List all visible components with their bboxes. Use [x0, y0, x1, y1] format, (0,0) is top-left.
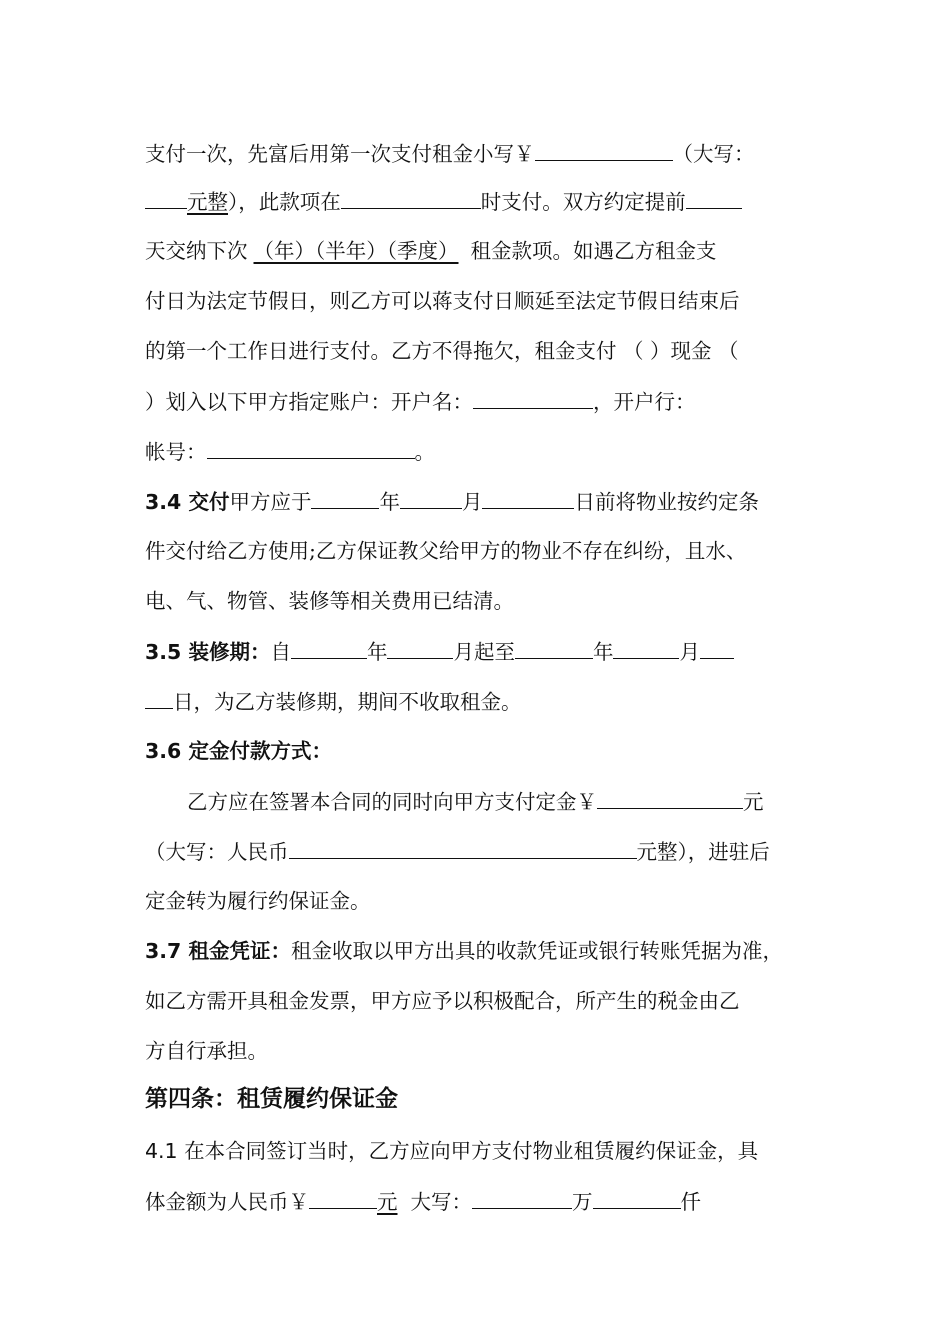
- text: 定金转为履行约保证金。: [145, 889, 371, 913]
- text-underlined: 元: [377, 1190, 398, 1214]
- line-renovation-2: [145, 686, 522, 717]
- text: 自: [270, 640, 291, 664]
- blank-day: [145, 686, 173, 709]
- section-number: 4.1: [145, 1139, 178, 1163]
- text-underlined: 元整: [187, 190, 228, 214]
- text: ），此款项在: [228, 190, 341, 214]
- blank-amount: [309, 1186, 377, 1209]
- blank-time: [341, 186, 481, 209]
- text: ）划入以下甲方指定账户：开户名：: [145, 390, 473, 414]
- text: 。: [414, 440, 435, 464]
- heading-text: 第四条：租赁履约保证金: [145, 1086, 398, 1112]
- text: 月: [461, 490, 483, 514]
- text-underlined-options: （年）（半年）（季度）: [253, 239, 459, 263]
- text: （大写：人民币: [145, 840, 289, 864]
- text: 日前将物业按约定条: [574, 490, 759, 514]
- line-deposit-1: [187, 786, 764, 817]
- text: 日，为乙方装修期，期间不收取租金。: [173, 690, 522, 714]
- section-title: 3.6 定金付款方式：: [145, 739, 332, 763]
- blank-qian: [593, 1186, 681, 1209]
- text: 甲方应于: [229, 490, 312, 514]
- section-3-7: [145, 936, 783, 966]
- text: 大写：: [410, 1190, 473, 1214]
- text: 租金收取以甲方出具的收款凭证或银行转账凭据为准，: [290, 939, 783, 963]
- text: 租金款项。如遇乙方租金支: [470, 239, 717, 263]
- text: 仟: [680, 1190, 702, 1214]
- line-holiday: [145, 286, 740, 316]
- line-payment-time: [145, 186, 742, 217]
- line-guarantee-amount: [145, 1186, 701, 1217]
- text: 在本合同签订当时，乙方应向甲方支付物业租赁履约保证金，具: [184, 1139, 759, 1163]
- section-3-6: [145, 736, 332, 766]
- line-account-number: [145, 436, 435, 467]
- blank-days: [686, 186, 742, 209]
- blank-amount: [535, 138, 673, 161]
- text: 年: [592, 640, 614, 664]
- text: 月: [679, 640, 700, 664]
- line-deposit-2: [145, 836, 770, 867]
- text: 元: [743, 790, 764, 814]
- line-delivery-2: [145, 536, 746, 566]
- blank-year: [311, 486, 379, 509]
- blank-day: [482, 486, 574, 509]
- text: 月起至: [453, 640, 515, 664]
- section-title: 3.7 租金凭证：: [145, 939, 291, 963]
- line-deposit-3: [145, 886, 371, 916]
- blank-year: [515, 636, 593, 659]
- blank: [145, 186, 187, 209]
- blank-month: [400, 486, 462, 509]
- blank-year: [291, 636, 367, 659]
- text: 支付一次，先富后用第一次支付租金小写￥: [145, 142, 535, 166]
- text: 天交纳下次: [145, 239, 248, 263]
- blank-deposit-words: [289, 836, 637, 859]
- text: 如乙方需开具租金发票，甲方应予以积极配合，所产生的税金由乙: [145, 989, 740, 1013]
- section-3-5: [145, 636, 734, 667]
- blank-month: [613, 636, 679, 659]
- text: 帐号：: [145, 440, 207, 464]
- text: 年: [366, 640, 388, 664]
- text: 万: [572, 1190, 593, 1214]
- text: 的第一个工作日进行支付。乙方不得拖欠，租金支付 （ ）现金 （: [145, 339, 739, 363]
- section-title: 3.5 装修期：: [145, 640, 271, 664]
- text: 年: [379, 490, 400, 514]
- line-receipt-2: [145, 986, 740, 1016]
- blank-wan: [472, 1186, 572, 1209]
- text: 电、气、物管、装修等相关费用已结清。: [145, 589, 514, 613]
- line-delivery-3: [145, 586, 514, 616]
- blank-account-name: [473, 386, 593, 409]
- text: 件交付给乙方使用;乙方保证教父给甲方的物业不存在纠纷，且水、: [145, 539, 747, 563]
- section-3-4: [145, 486, 759, 517]
- line-payment-first: [145, 138, 755, 169]
- section-title: 3.4 交付: [145, 490, 230, 514]
- blank-account-number: [207, 436, 415, 459]
- section-4-1: [145, 1136, 758, 1166]
- line-receipt-3: [145, 1036, 268, 1066]
- blank-month: [387, 636, 453, 659]
- text: 付日为法定节假日，则乙方可以蒋支付日顺延至法定节假日结束后: [145, 289, 740, 313]
- text: 体金额为人民币￥: [145, 1190, 309, 1214]
- line-next-payment: [145, 236, 717, 266]
- text: 时支付。双方约定提前: [480, 190, 686, 214]
- line-payment-method: [145, 336, 739, 366]
- text: 乙方应在签署本合同的同时向甲方支付定金￥: [187, 790, 597, 814]
- blank-deposit-amount: [597, 786, 743, 809]
- heading-article-4: [145, 1084, 398, 1114]
- text: 元整），进驻后: [636, 840, 770, 864]
- text: ，开户行：: [593, 390, 696, 414]
- blank-day: [700, 636, 734, 659]
- text: 方自行承担。: [145, 1039, 268, 1063]
- line-account-name: [145, 386, 696, 417]
- text: （大写：: [672, 142, 755, 166]
